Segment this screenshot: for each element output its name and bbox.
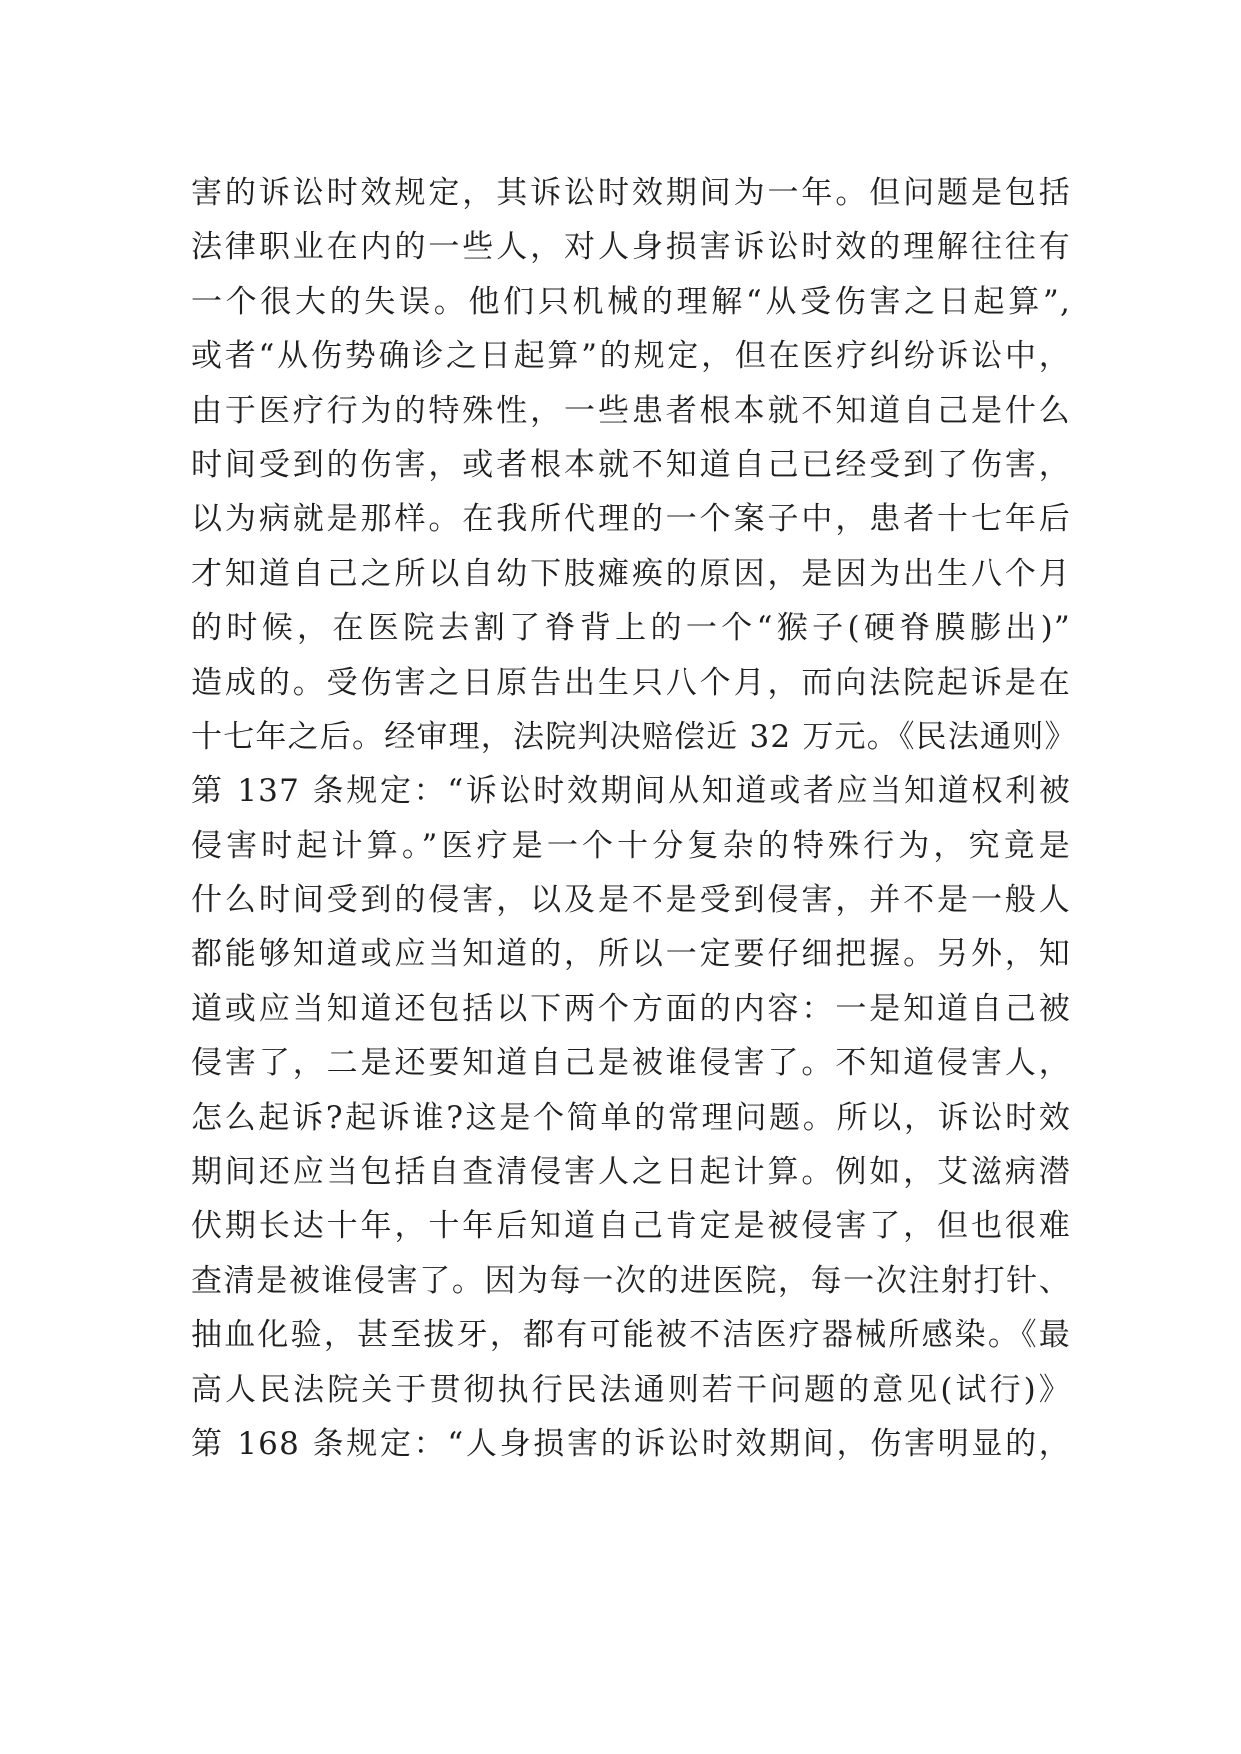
text-line: 时间受到的伤害，或者根本就不知道自己已经受到了伤害， bbox=[191, 446, 1071, 483]
text-line: 侵害了，二是还要知道自己是被谁侵害了。不知道侵害人， bbox=[191, 1045, 1071, 1082]
text-line: 的时候，在医院去割了脊背上的一个“猴子(硬脊膜膨出)” bbox=[191, 610, 1071, 647]
text-line: 造成的。受伤害之日原告出生只八个月，而向法院起诉是在 bbox=[191, 664, 1071, 701]
text-line: 侵害时起计算。”医疗是一个十分复杂的特殊行为，究竟是 bbox=[191, 827, 1071, 864]
text-line: 第 137 条规定：“诉讼时效期间从知道或者应当知道权利被 bbox=[191, 773, 1071, 810]
text-line: 期间还应当包括自查清侵害人之日起计算。例如，艾滋病潜 bbox=[191, 1154, 1071, 1191]
text-line: 伏期长达十年，十年后知道自己肯定是被侵害了，但也很难 bbox=[191, 1208, 1071, 1245]
text-line: 查清是被谁侵害了。因为每一次的进医院，每一次注射打针、 bbox=[191, 1262, 1071, 1299]
text-line: 或者“从伤势确诊之日起算”的规定，但在医疗纠纷诉讼中， bbox=[191, 338, 1071, 375]
text-line: 什么时间受到的侵害，以及是不是受到侵害，并不是一般人 bbox=[191, 882, 1071, 919]
text-line: 十七年之后。经审理，法院判决赔偿近 32 万元。《民法通则》 bbox=[191, 718, 1077, 755]
text-line: 法律职业在内的一些人，对人身损害诉讼时效的理解往往有 bbox=[191, 229, 1071, 266]
text-line: 害的诉讼时效规定，其诉讼时效期间为一年。但问题是包括 bbox=[191, 175, 1071, 211]
text-line: 第 168 条规定：“人身损害的诉讼时效期间，伤害明显的， bbox=[191, 1425, 1071, 1462]
text-line: 抽血化验，甚至拔牙，都有可能被不洁医疗器械所感染。《最 bbox=[191, 1317, 1071, 1354]
text-line: 才知道自己之所以自幼下肢瘫痪的原因，是因为出生八个月 bbox=[191, 555, 1071, 592]
text-line: 由于医疗行为的特殊性，一些患者根本就不知道自己是什么 bbox=[191, 392, 1071, 429]
text-line: 以为病就是那样。在我所代理的一个案子中，患者十七年后 bbox=[191, 501, 1071, 538]
text-line: 怎么起诉?起诉谁?这是个简单的常理问题。所以，诉讼时效 bbox=[191, 1099, 1071, 1136]
text-line: 一个很大的失误。他们只机械的理解“从受伤害之日起算”, bbox=[191, 283, 1071, 320]
text-line: 都能够知道或应当知道的，所以一定要仔细把握。另外，知 bbox=[191, 936, 1071, 973]
text-line: 高人民法院关于贯彻执行民法通则若干问题的意见(试行)》 bbox=[191, 1371, 1071, 1408]
body-text bbox=[191, 166, 1077, 1471]
text-line: 道或应当知道还包括以下两个方面的内容：一是知道自己被 bbox=[191, 990, 1071, 1027]
